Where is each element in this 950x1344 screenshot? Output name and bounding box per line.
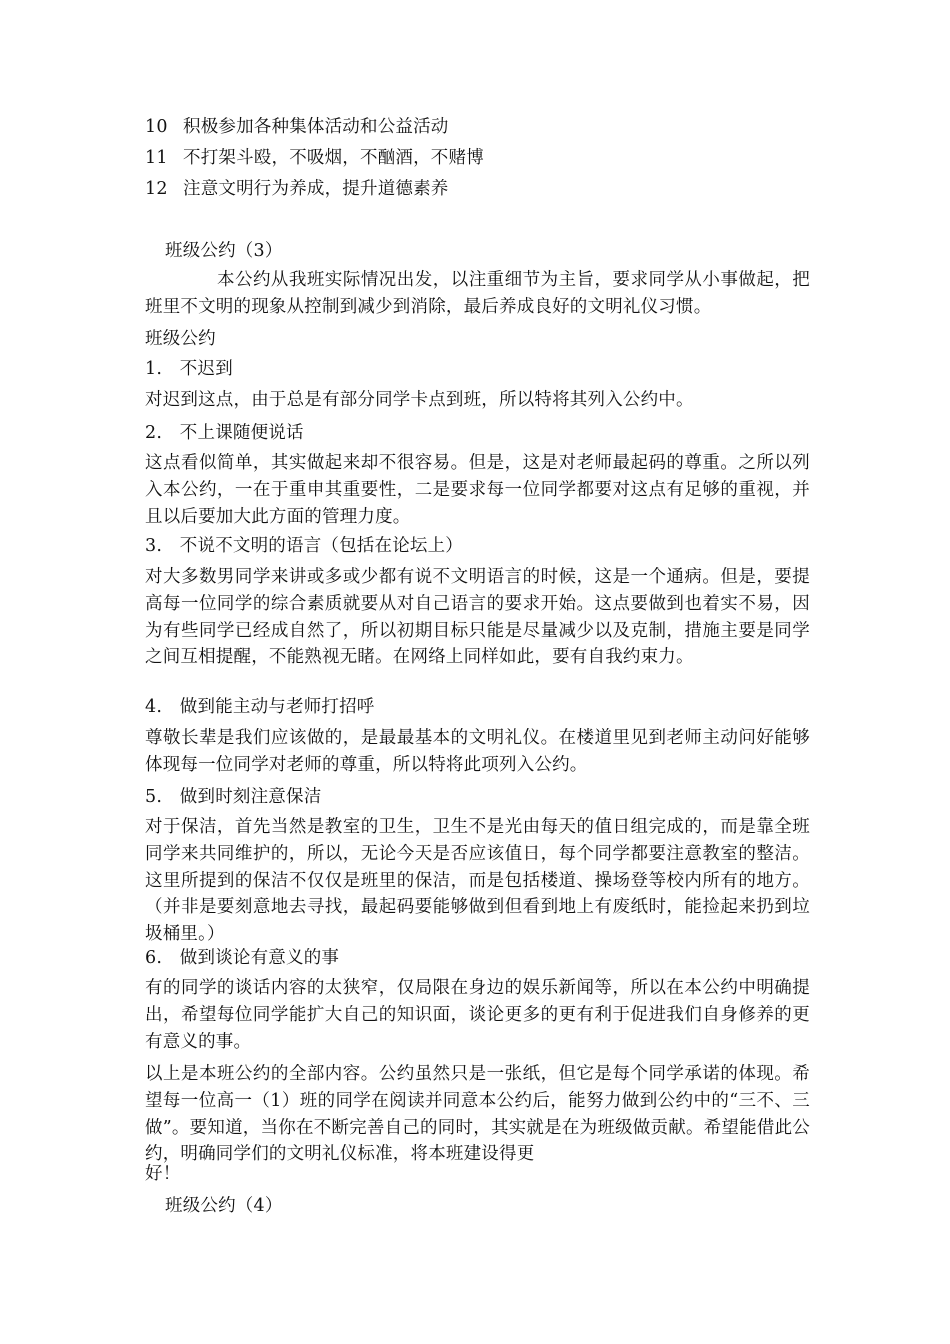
item-body-1: 对迟到这点，由于总是有部分同学卡点到班，所以特将其列入公约中。 <box>145 390 694 410</box>
item-title-6: 6. 做到谈论有意义的事 <box>145 948 340 968</box>
section-heading-4: 班级公约（4） <box>165 1196 283 1216</box>
item-title-3: 3. 不说不文明的语言（包括在论坛上） <box>145 536 463 556</box>
section-heading-3: 班级公约（3） <box>165 241 283 261</box>
section-subheading: 班级公约 <box>145 329 216 349</box>
list-item-text: 注意文明行为养成，提升道德素养 <box>183 179 449 199</box>
item-title-1: 1. 不迟到 <box>145 359 233 379</box>
list-item-10 <box>145 114 449 140</box>
closing-tail: 好！ <box>145 1164 181 1184</box>
closing-paragraph: 以上是本班公约的全部内容。公约虽然只是一张纸，但它是每个同学承诺的体现。希望每一位高一（1）班的同学在阅读并同意本公约后，能努力做到公约中的“三不、三做”。要知道，当你在不断完善自己的同时，其实就是在为班级做贡献。希望能借此公约，明确同学们的文明礼仪标准，将本班建设得更 <box>145 1064 810 1165</box>
section-intro: 本公约从我班实际情况出发，以注重细节为主旨，要求同学从小事做起，把班里不文明的现象从控制到减少到消除，最后养成良好的文明礼仪习惯。 <box>145 270 810 317</box>
item-title-5: 5. 做到时刻注意保洁 <box>145 787 322 807</box>
list-item-number: 12 <box>145 179 168 199</box>
item-body-6: 有的同学的谈话内容的太狭窄，仅局限在身边的娱乐新闻等，所以在本公约中明确提出，希望每位同学能扩大自己的知识面，谈论更多的更有利于促进我们自身修养的更有意义的事。 <box>145 978 810 1052</box>
item-body-4: 尊敬长辈是我们应该做的，是最最基本的文明礼仪。在楼道里见到老师主动问好能够体现每一位同学对老师的尊重，所以特将此项列入公约。 <box>145 728 810 775</box>
item-title-4: 4. 做到能主动与老师打招呼 <box>145 697 375 717</box>
list-item-number: 10 <box>145 117 168 137</box>
item-title-2: 2. 不上课随便说话 <box>145 423 304 443</box>
list-item-text: 积极参加各种集体活动和公益活动 <box>183 117 449 137</box>
item-body-2: 这点看似简单，其实做起来却不很容易。但是，这是对老师最起码的尊重。之所以列入本公约，一在于重申其重要性，二是要求每一位同学都要对这点有足够的重视，并且以后要加大此方面的管理力度。 <box>145 453 810 527</box>
list-item-11 <box>145 145 484 171</box>
list-item-text: 不打架斗殴，不吸烟，不酗酒，不赌博 <box>183 148 484 168</box>
item-body-3: 对大多数男同学来讲或多或少都有说不文明语言的时候，这是一个通病。但是，要提高每一位同学的综合素质就要从对自己语言的要求开始。这点要做到也着实不易，因为有些同学已经成自然了，所以初期目标只能是尽量减少以及克制，措施主要是同学之间互相提醒，不能熟视无睹。在网络上同样如此，要有自我约束力。 <box>145 567 810 668</box>
item-body-5: 对于保洁，首先当然是教室的卫生，卫生不是光由每天的值日组完成的，而是靠全班同学来共同维护的，所以，无论今天是否应该值日，每个同学都要注意教室的整洁。这里所提到的保洁不仅仅是班里的保洁，而是包括楼道、操场登等校内所有的地方。（并非是要刻意地去寻找，最起码要能够做到但看到地上有废纸时，能捡起来扔到垃圾桶里。） <box>145 817 810 945</box>
list-item-12 <box>145 176 449 202</box>
list-item-number: 11 <box>145 148 168 168</box>
